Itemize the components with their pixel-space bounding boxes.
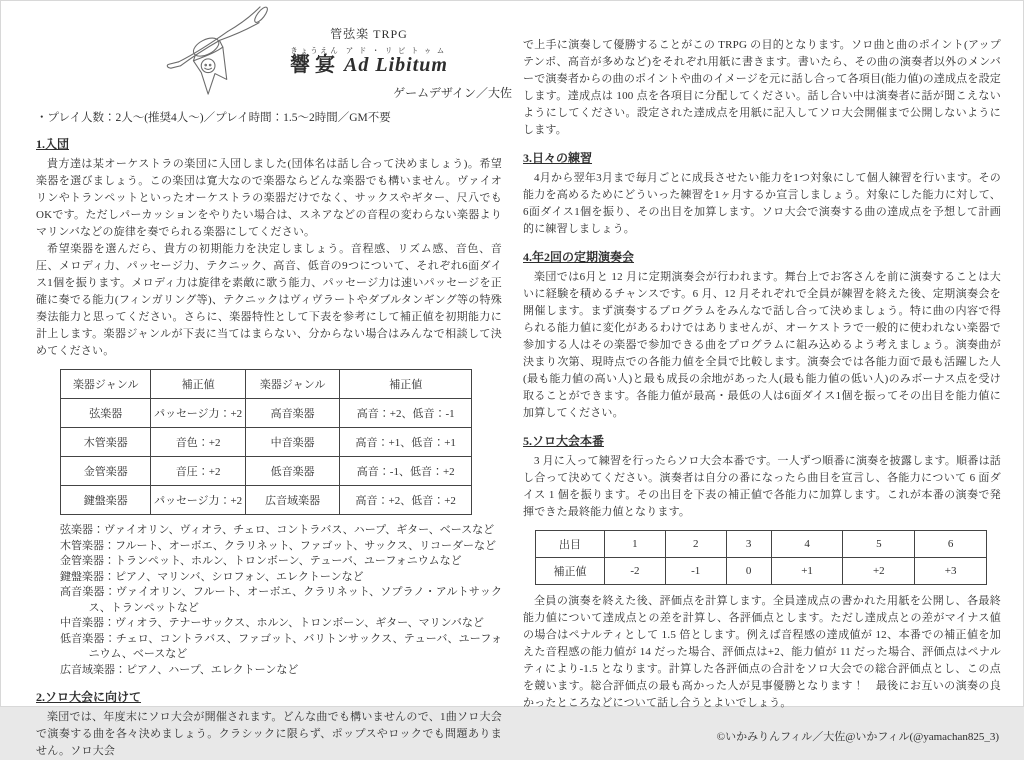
right-column — [523, 37, 1001, 744]
table-cell: 広音域楽器 — [245, 486, 340, 515]
table-cell: +2 — [843, 558, 915, 585]
table-cell: パッセージ力：+2 — [151, 399, 246, 428]
table-cell: 高音：+2、低音：+2 — [340, 486, 472, 515]
table-cell: 補正値 — [536, 558, 605, 585]
table-row — [61, 457, 472, 486]
section-5-paragraph: 3 月に入って練習を行ったらソロ大会本番です。一人ずつ順番に演奏を披露します。順番は話し合って決めてください。演奏者は自分の番になったら曲目を宣言し、各能力について 6 面ダイス 1 個を振ります。その出目を下表の補正値で各能力に加算します。これが本番の演奏で発揮できた最終能力値となります。 — [523, 455, 1001, 518]
column-header: 楽器ジャンル — [245, 370, 340, 399]
table-cell: 金管楽器 — [61, 457, 151, 486]
instrument-genre-note: 弦楽器：ヴァイオリン、ヴィオラ、チェロ、コントラバス、ハープ、ギター、ベースなど — [60, 524, 495, 536]
table-cell: 高音：+2、低音：-1 — [340, 399, 472, 428]
document-header — [36, 1, 512, 101]
table-cell: 6 — [915, 531, 987, 558]
instrument-genre-note: 鍵盤楽器：ピアノ、マリンバ、シロフォン、エレクトーンなど — [60, 570, 364, 583]
column-header: 補正値 — [151, 370, 246, 399]
table-cell: 4 — [771, 531, 843, 558]
table-cell: 出目 — [536, 531, 605, 558]
table-cell: 0 — [726, 558, 771, 585]
column-header: 補正値 — [340, 370, 472, 399]
modifier-table — [60, 369, 472, 515]
table-cell: 2 — [665, 531, 726, 558]
table-cell: 音色：+2 — [151, 428, 246, 457]
game-subtitle: 管弦楽 TRPG — [330, 27, 408, 41]
section-3-title: 3.日々の練習 — [523, 151, 593, 165]
table-cell: パッセージ力：+2 — [151, 486, 246, 515]
table-row — [536, 531, 987, 558]
table-cell: 3 — [726, 531, 771, 558]
section-1-title: 1.入団 — [36, 137, 70, 151]
section-3-paragraph: 4月から翌年3月まで毎月ごとに成長させたい能力を1つ対象にして個人練習を行います。その能力を高めるためにどういった練習を1ヶ月するか宣言しましょう。対象にした能力に対して、6面ダイス1個を振り、その出目を加算します。ソロ大会で演奏する曲の達成点を予想して計画的に練習しましょう。 — [523, 172, 1001, 235]
play-info-line: ・プレイ人数：2人～(推奨4人～)／プレイ時間：1.5～2時間／GM不要 — [36, 112, 391, 124]
section-2-title: 2.ソロ大会に向けて — [36, 690, 142, 704]
section-5-paragraph-2: 全員の演奏を終えた後、評価点を計算します。全員達成点の書かれた用紙を公開し、各最終能力値について達成点との差を計算し、各評価点とします。ただし達成点との差がマイナス値の場合はペナルティとして 1.5 倍とします。例えば音程感の達成値が 12、本番での補正値を加えた音程感の能力値が 14 だった場合、評価点は+2、能力値が 11 だった場合、評価点はペナルティにより-1.5 となります。計算した各評価点の合計をソロ大会での総合評価点とし、この点を競います。総合評価点の最も高かった人が見事優勝となります！ 最後にお互いの演奏の良かったところなどについて話し合うとよいでしょう。 — [523, 595, 1001, 709]
table-row — [61, 399, 472, 428]
section-1-paragraph-1: 貴方達は某オーケストラの楽団に入団しました(団体名は話し合って決めましょう)。希望楽器を選びましょう。この楽団は寛大なので楽器ならどんな楽器でも構いません。ヴァイオリンやトランペットといったオーケストラの楽器だけでなく、サックスやギター、尺八でもOKです。ただしパーカッションをやりたい場合は、スネアなどの音程の変わらない楽器よりマリンバなどの旋律を奏でられる楽器にしてください。 — [36, 158, 502, 238]
column-header: 楽器ジャンル — [61, 370, 151, 399]
table-row — [61, 428, 472, 457]
table-cell: 高音楽器 — [245, 399, 340, 428]
table-cell: 1 — [605, 531, 666, 558]
table-cell: 弦楽器 — [61, 399, 151, 428]
table-cell: +3 — [915, 558, 987, 585]
instrument-genre-note: 広音域楽器：ピアノ、ハープ、エレクトーンなど — [60, 663, 299, 676]
table-header-row — [61, 370, 472, 399]
copyright-credit: ©いかみりんフィル／大佐@いかフィル(@yamachan825_3) — [716, 731, 999, 743]
left-column — [36, 1, 512, 760]
table-row — [61, 486, 472, 515]
game-title-latin: Ad Libitumアド・リビトゥム — [344, 46, 448, 76]
section-2-paragraph: 楽団では、年度末にソロ大会が開催されます。どんな曲でも構いませんので、1曲ソロ大会で演奏する曲を各々決めましょう。クラシックに限らず、ポップスやロックでも問題ありません。ソロ大会 — [36, 711, 502, 757]
section-2-continued-paragraph: で上手に演奏して優勝することがこの TRPG の目的となります。ソロ曲と曲のポイント(アップテンポ、高音が多めなど)をそれぞれ用紙に書きます。書いたら、その曲の演奏者以外のメンバーで演奏者からの曲のポイントや曲のイメージを元に話し合って各項目(能力値)の達成点を設定します。達成点は 100 点を各項目に分配してください。話し合い中は演奏者に話が聞こえないようにしてください。設定された達成点を用紙に記入してソロ大会開催まで公開しないようにします。 — [523, 39, 1001, 136]
instrument-genre-note: 木管楽器：フルート、オーボエ、クラリネット、ファゴット、サックス、リコーダーなど — [60, 539, 497, 552]
table-row — [536, 558, 987, 585]
table-cell: +1 — [771, 558, 843, 585]
table-cell: 高音：+1、低音：+1 — [340, 428, 472, 457]
dice-result-table — [535, 530, 987, 585]
table-cell: 木管楽器 — [61, 428, 151, 457]
section-5-title: 5.ソロ大会本番 — [523, 434, 605, 448]
game-title — [254, 46, 484, 77]
table-cell: 音圧：+2 — [151, 457, 246, 486]
instrument-genre-note: 中音楽器：ヴィオラ、テナーサックス、ホルン、トロンボーン、ギター、マリンバなど — [60, 617, 484, 629]
instrument-genre-list — [60, 523, 502, 678]
title-block — [254, 25, 484, 77]
section-4-paragraph: 楽団では6月と 12 月に定期演奏会が行われます。舞台上でお客さんを前に演奏することは大いに経験を積めるチャンスです。6 月、12 月それぞれで全員が練習を終えた後、定期演奏会を開催します。まず演奏するプログラムをみんなで話し合って決めましょう。特に曲の内容で得られる能力値に変化があるわけではありませんが、オーケストラで一般的に使われない楽器で参加する人はその楽器で参加できる曲をプログラムに組み込めるよう考えましょう。演奏曲が決まり次第、現時点での各能力値を全員で比較します。演奏会では各能力面で最も活躍した人(最も能力値の高い人)と最も成長の余地があった人(最も能力値の低い人)のみボーナス点を受け取ることができます。各能力値が最高・最低の人は6面ダイス1個を振ってその出目を能力値に加算してください。 — [523, 271, 1001, 419]
instrument-genre-note: 高音楽器：ヴァイオリン、フルート、オーボエ、クラリネット、ソプラノ・アルトサックス、トランペットなど — [60, 586, 502, 614]
section-1-paragraph-2: 希望楽器を選んだら、貴方の初期能力を決定しましょう。音程感、リズム感、音色、音圧、メロディ力、パッセージ力、テクニック、高音、低音の9つについて、それぞれ6面ダイス1個を振ります。メロディ力は旋律を素敵に歌う能力、パッセージ力は速いパッセージを正確に奏でる能力(フィンガリング等)、テクニックはヴィヴラートやダブルタンギング等の特殊奏法能力と思ってください。さらに、楽器特性として下表を参考にして補正値を初期能力に計上します。楽器ジャンルが下表に当てはまらない、分からない場合はみんなで相談して決めてください。 — [36, 243, 502, 357]
table-cell: 5 — [843, 531, 915, 558]
table-cell: 鍵盤楽器 — [61, 486, 151, 515]
table-cell: 高音：-1、低音：+2 — [340, 457, 472, 486]
table-cell: -2 — [605, 558, 666, 585]
table-cell: 低音楽器 — [245, 457, 340, 486]
table-cell: 中音楽器 — [245, 428, 340, 457]
section-4-title: 4.年2回の定期演奏会 — [523, 250, 635, 264]
game-title-kanji: 響宴きょうえん — [290, 46, 341, 76]
instrument-genre-note: 低音楽器：チェロ、コントラバス、ファゴット、バリトンサックス、テューバ、ユーフォニウム、ベースなど — [60, 632, 502, 660]
table-cell: -1 — [665, 558, 726, 585]
instrument-genre-note: 金管楽器：トランペット、ホルン、トロンボーン、テューバ、ユーフォニウムなど — [60, 555, 462, 567]
designer-credit: ゲームデザイン／大佐 — [393, 86, 512, 100]
